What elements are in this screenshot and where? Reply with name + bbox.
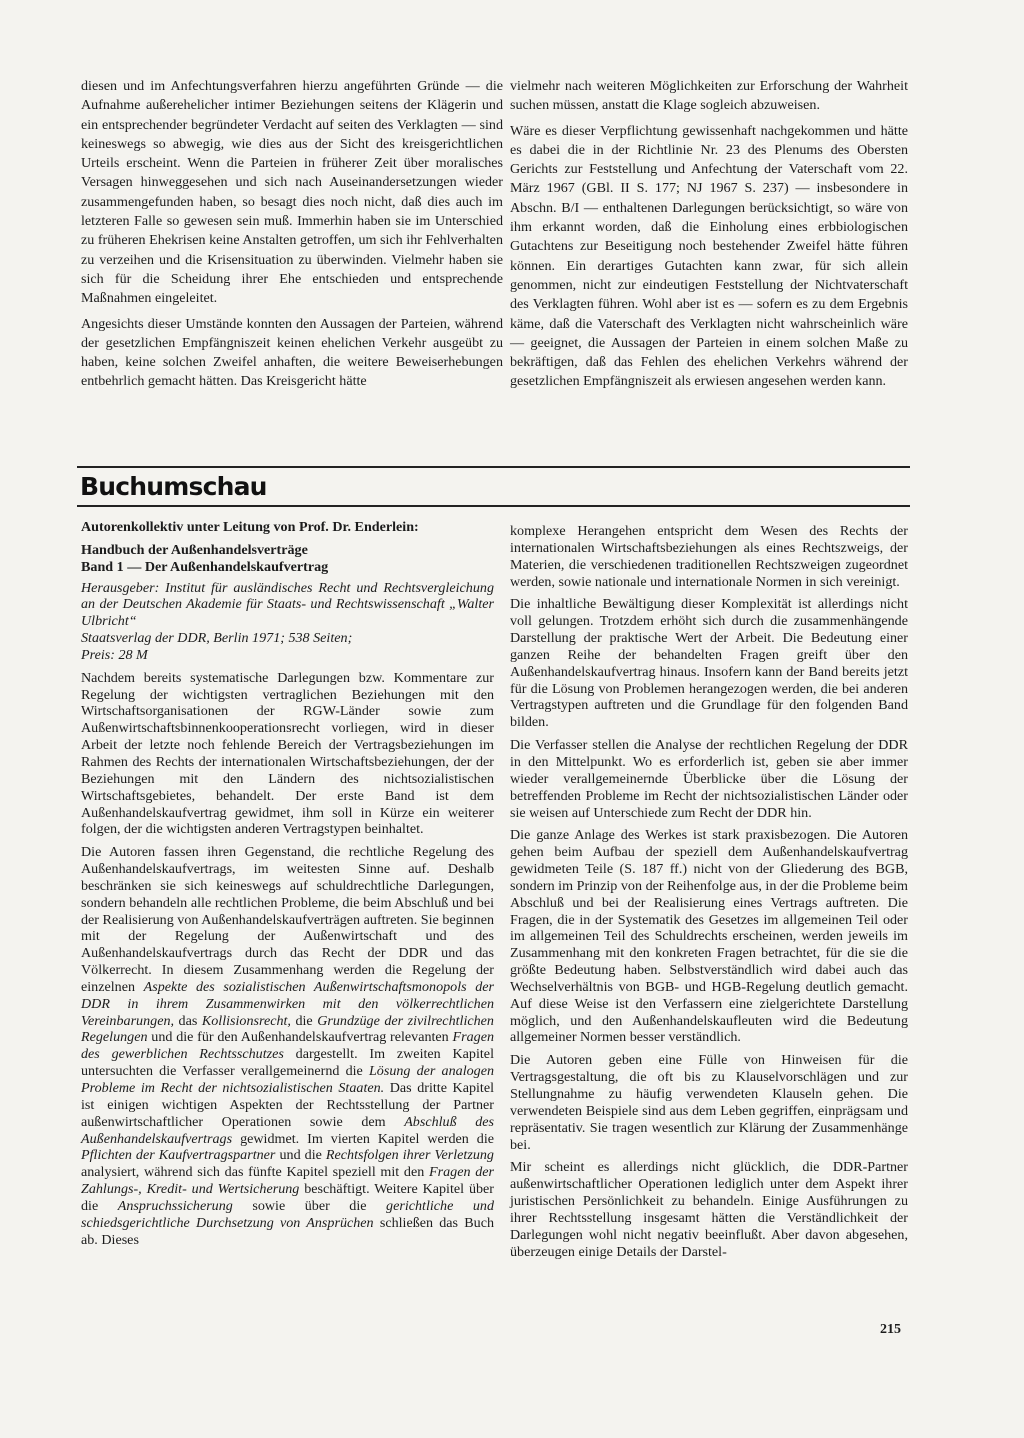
review-imprint: Staatsverlag der DDR, Berlin 1971; 538 Seiten; [81,630,353,647]
top-left-column [81,77,503,398]
review-book-title: Handbuch der Außenhandelsverträge [81,541,308,558]
emphasis: Grundzüge der zivilrechtlichen Regelungen [81,1012,494,1046]
review-price: Preis: 28 M [81,646,148,663]
review-paragraph: Die Verfasser stellen die Analyse der rechtlichen Regelung der DDR in den Mittelpunkt. Wo es erforderlich ist, geben sie aber immer wieder verallgemeinernde Überblicke über die Lösung der betreffenden Probleme im Recht der nichtsozialistischen Länder oder sie weisen auf Unterschiede zum Recht der DDR hin. [510,737,908,821]
page-number: 215 [880,1322,901,1337]
review-author: Autorenkollektiv unter Leitung von Prof. Dr. Enderlein: [81,519,419,535]
section-rule-bottom [77,505,910,507]
emphasis: Anspruchssicherung [117,1197,233,1214]
top-right-paragraph: vielmehr nach weiteren Möglichkeiten zur Erforschung der Wahrheit suchen müssen, anstatt die Klage sogleich abzuweisen. [510,78,908,114]
text-run: beschäftigt. Weitere Kapitel über die [81,1181,494,1214]
emphasis: gerichtliche und schiedsgerichtliche Durchsetzung von Ansprüchen [81,1197,494,1231]
top-left-paragraph: Angesichts dieser Umstände konnten den Aussagen der Parteien, während der gesetzlichen Empfängniszeit keinen ehelichen Verkehr ausgeübt zu haben, keine solchen Zweifel anhaften, die weitere Beweiserhebungen entbehrlich gemacht hätten. Das Kreisgericht hätte [81,315,503,390]
text-run: gewidmet. Im vierten Kapitel werden die [240,1130,494,1147]
emphasis: Rechtsfolgen ihrer Verletzung [325,1147,494,1164]
text-run: die [295,1012,313,1029]
review-book-subtitle: Band 1 — Der Außenhandelskaufvertrag [81,558,329,575]
text-run: das [178,1012,198,1029]
review-right-column [510,523,908,1266]
text-run: schließen das Buch ab. Dieses [81,1214,494,1248]
review-paragraph: Die inhaltliche Bewältigung dieser Komplexität ist allerdings nicht voll gelungen. Trotzdem erhöht sich durch die zusammenhängende Darstellung der praktische Wert der Arbeit. Die Bedeutung einer ganzen Reihe der behandelten Fragen greift über den Außenhandelskaufvertrag hinaus. Insofern kann der Band bereits jetzt für die Lösung von Problemen herangezogen werden, die bei anderen Vertragstypen auftreten und die Grundlage für den folgenden Band bilden. [510,596,908,731]
emphasis: Pflichten der Kaufvertragspartner [81,1147,276,1164]
text-run: dargestellt. Im zweiten Kapitel untersuchten die Verfasser verallgemeinernd die [81,1046,494,1080]
top-right-column [510,77,908,398]
review-paragraph [81,844,494,1248]
review-paragraph: Mir scheint es allerdings nicht glücklich, die DDR-Partner außenwirtschaftlicher Operationen lediglich unter dem Aspekt ihrer juristischen Persönlichkeit zu behandeln. Einige Ausführungen zu ihrer Rechtsstellung insgesamt hätten die Verständlichkeit der Darlegungen wohl nicht negativ beeinflußt. Aber davon abgesehen, überzeugen einige Details der Darstel- [510,1159,908,1260]
section-title: Buchumschau [80,472,267,501]
text-run: Das dritte Kapitel ist einigen wichtigen Aspekten der Rechtsstellung der Partner außenwirtschaftlicher Operationen sowie dem [81,1080,494,1130]
emphasis: Abschluß des Außenhandelskaufvertrags [81,1113,494,1147]
emphasis: Fragen des gewerblichen Rechtsschutzes [81,1029,494,1063]
emphasis: Fragen der Zahlungs-, Kredit- und Wertsicherung [81,1164,494,1198]
review-left-column [81,519,494,1254]
review-paragraph: Die ganze Anlage des Werkes ist stark praxisbezogen. Die Autoren gehen beim Aufbau der speziell dem Außenhandelskaufvertrag gewidmeten Teile (S. 187 ff.) nicht von der Gliederung des BGB, sondern im Prinzip von der Reihenfolge aus, in der die Probleme beim Abschluß und bei der Realisierung eines Vertrags auftreten. Die Fragen, die in der Systematik des Gesetzes im allgemeinen Teil oder im allgemeinen Teil des Schuldrechts erscheinen, werden jeweils im Zusammenhang mit den konkreten Fragen betrachtet, für die sie die größte Bedeutung haben. Selbstverständlich wird dabei auch das Wechselverhältnis von BGB- und HGB-Regelung deutlich gemacht. Auf diese Weise ist den Verfassern eine zielgerichtete Darstellung möglich, und den Außenhandelskaufleuten wird die Bedeutung allgemeiner Normen besser verständlich. [510,827,908,1046]
emphasis: Lösung der analogen Probleme im Recht der nichtsozialistischen Staaten. [81,1063,495,1096]
review-paragraph: Die Autoren geben eine Fülle von Hinweisen für die Vertragsgestaltung, die oft bis zu Klauselvorschlägen und zur Stellungnahme zu häufig verwendeten Klauseln gehen. Die verwendeten Beispiele sind aus dem Leben gegriffen, einprägsam und repräsentativ. Sie tragen wesentlich zur Klärung der Zusammenhänge bei. [510,1052,908,1153]
text-run: Die Autoren fassen ihren Gegenstand, die rechtliche Regelung des Außenhandelskaufvertrags, im weitesten Sinne auf. Deshalb beschränken sie sich keineswegs auf schuldrechtliche Darlegungen, sondern behandeln alle rechtlichen Probleme, die beim Abschluß und bei der Realisierung von Außenhandelskaufverträgen auftreten. Sie beginnen mit der Regelung der Außenwirtschaft und des Außenhandelskaufvertrags durch das Recht der DDR und das Völkerrecht. In diesem Zusammenhang werden die Regelung der einzelnen [81,844,494,995]
text-run: analysiert, während sich das fünfte Kapitel speziell mit den [81,1164,425,1181]
review-publisher: Herausgeber: Institut für ausländisches Recht und Rechtsvergleichung an der Deutschen Akademie für Staats- und Rechtswissenschaft „Walter Ulbricht“ [81,579,494,630]
section-rule-top [77,466,910,468]
text-run: sowie über die [252,1197,367,1214]
top-left-paragraph: diesen und im Anfechtungsverfahren hierzu angeführten Gründe — die Aufnahme außerehelicher intimer Beziehungen seitens der Klägerin und ein entsprechender begründeter Verdacht auf seiten des Verklagten — sind keineswegs so abwegig, wie dies aus der Sicht des kreisgerichtlichen Urteils erscheint. Wenn die Parteien in früherer Zeit über moralisches Versagen hinweggesehen und sich nach Auseinandersetzungen wieder zusammengefunden haben, so besagt dies noch nicht, daß dies auch im letzteren Falle so gewesen sein muß. Immerhin haben sie im Unterschied zu früheren Ehekrisen keine Anstalten getroffen, um sich ihr Fehlverhalten zu verzeihen und die Krisensituation zu überwinden. Vielmehr haben sie sich für die Scheidung ihrer Ehe entschieden und entsprechende Maßnahmen eingeleitet. [81,78,503,307]
emphasis: Kollisionsrecht, [201,1012,291,1029]
review-paragraph: Nachdem bereits systematische Darlegungen bzw. Kommentare zur Regelung der wichtigsten vertraglichen Beziehungen mit den Wirtschaftsorganisationen der RGW-Länder sowie zum Außenwirtschaftsbinnenkooperationsrecht vorliegen, wird in dieser Arbeit der letzte noch fehlende Bereich der Vertragsbeziehungen im Rahmen des Rechts der internationalen Wirtschaftsbeziehungen, der der Beziehungen mit den Ländern des nichtsozialistischen Wirtschaftsgebietes, behandelt. Der erste Band ist dem Außenhandelskaufvertrag gewidmet, ihm soll in Kürze ein weiterer folgen, der die wichtigsten anderen Vertragstypen beinhaltet. [81,669,494,838]
review-publication-info [81,580,494,664]
text-run: und die für den Außenhandelskaufvertrag relevanten [151,1029,449,1046]
emphasis: Aspekte des sozialistischen Außenwirtschaftsmonopols der DDR in ihrem Zusammenwirken mit den völkerrechtlichen Vereinbarungen, [81,978,494,1029]
review-paragraph: komplexe Herangehen entspricht dem Wesen des Rechts der internationalen Wirtschaftsbeziehungen als eines Rechtszweigs, der Materien, die verschiedenen traditionellen Rechtszweigen zugeordnet werden, sowie nationale und internationale Normen in sich vereinigt. [510,523,908,590]
text-run: und die [279,1147,322,1164]
top-right-paragraph: Wäre es dieser Verpflichtung gewissenhaft nachgekommen und hätte es dabei die in der Richtlinie Nr. 23 des Plenums des Obersten Gerichts zur Feststellung und Anfechtung der Vaterschaft vom 22. März 1967 (GBl. II S. 177; NJ 1967 S. 237) — insbesondere in Abschn. B/I — enthaltenen Darlegungen berücksichtigt, so wäre von ihm erkannt worden, daß die Einholung eines erbbiologischen Gutachtens zur Beseitigung noch bestehender Zweifel hätte führen können. Ein derartiges Gutachten kann zwar, für sich allein genommen, nicht zur eindeutigen Feststellung der Nichtvaterschaft des Verklagten führen. Wohl aber ist es — sofern es zu dem Ergebnis käme, daß die Vaterschaft des Verklagten nicht wahrscheinlich wäre — geeignet, die Aussagen der Parteien in einem solchen Maße zu bekräftigen, daß das Fehlen des ehelichen Verkehrs während der gesetzlichen Empfängniszeit als erwiesen angesehen werden kann. [510,122,908,390]
